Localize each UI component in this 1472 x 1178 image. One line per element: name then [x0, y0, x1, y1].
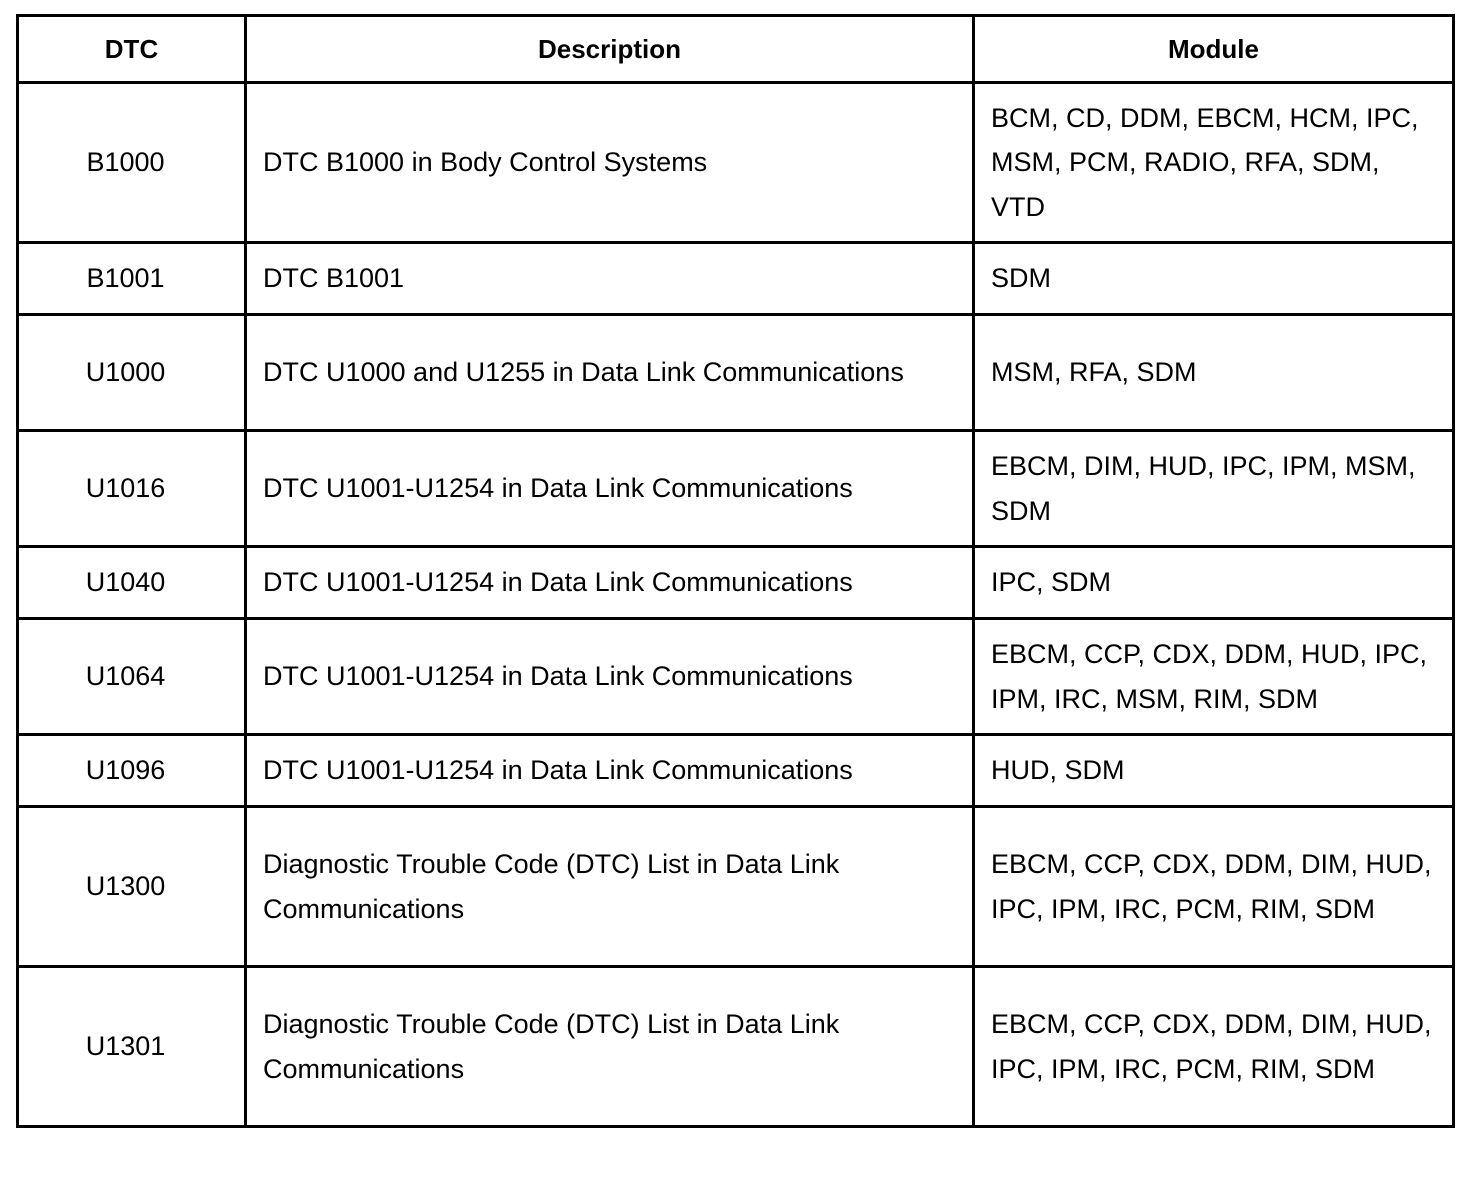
dtc-modules: MSM, RFA, SDM — [974, 315, 1454, 431]
header-module: Module — [974, 16, 1454, 83]
dtc-description: DTC U1001-U1254 in Data Link Communications — [246, 547, 974, 619]
dtc-modules: SDM — [974, 243, 1454, 315]
dtc-code: U1064 — [18, 619, 246, 735]
header-row — [18, 16, 1454, 83]
dtc-modules: EBCM, CCP, CDX, DDM, HUD, IPC, IPM, IRC, MSM, RIM, SDM — [974, 619, 1454, 735]
dtc-modules: EBCM, DIM, HUD, IPC, IPM, MSM, SDM — [974, 431, 1454, 547]
dtc-description: DTC U1001-U1254 in Data Link Communications — [246, 735, 974, 807]
dtc-modules: IPC, SDM — [974, 547, 1454, 619]
table-body — [18, 83, 1454, 1127]
dtc-code: U1040 — [18, 547, 246, 619]
dtc-description: DTC U1000 and U1255 in Data Link Communications — [246, 315, 974, 431]
table-row — [18, 547, 1454, 619]
dtc-code: U1000 — [18, 315, 246, 431]
table-row — [18, 83, 1454, 243]
table-row — [18, 619, 1454, 735]
table-row — [18, 807, 1454, 967]
dtc-code: U1300 — [18, 807, 246, 967]
table-row — [18, 735, 1454, 807]
dtc-description: DTC B1000 in Body Control Systems — [246, 83, 974, 243]
dtc-table — [16, 14, 1455, 1128]
dtc-code: U1301 — [18, 967, 246, 1127]
table-row — [18, 315, 1454, 431]
dtc-code: B1000 — [18, 83, 246, 243]
dtc-description: Diagnostic Trouble Code (DTC) List in Data Link Communications — [246, 807, 974, 967]
dtc-modules: HUD, SDM — [974, 735, 1454, 807]
dtc-description: DTC U1001-U1254 in Data Link Communications — [246, 431, 974, 547]
dtc-code: B1001 — [18, 243, 246, 315]
dtc-description: DTC U1001-U1254 in Data Link Communications — [246, 619, 974, 735]
header-description: Description — [246, 16, 974, 83]
dtc-description: Diagnostic Trouble Code (DTC) List in Data Link Communications — [246, 967, 974, 1127]
dtc-code: U1016 — [18, 431, 246, 547]
dtc-code: U1096 — [18, 735, 246, 807]
dtc-modules: EBCM, CCP, CDX, DDM, DIM, HUD, IPC, IPM, IRC, PCM, RIM, SDM — [974, 967, 1454, 1127]
table-row — [18, 243, 1454, 315]
header-dtc: DTC — [18, 16, 246, 83]
dtc-description: DTC B1001 — [246, 243, 974, 315]
table-row — [18, 967, 1454, 1127]
dtc-modules: EBCM, CCP, CDX, DDM, DIM, HUD, IPC, IPM, IRC, PCM, RIM, SDM — [974, 807, 1454, 967]
dtc-modules: BCM, CD, DDM, EBCM, HCM, IPC, MSM, PCM, RADIO, RFA, SDM, VTD — [974, 83, 1454, 243]
table-header — [18, 16, 1454, 83]
table-row — [18, 431, 1454, 547]
